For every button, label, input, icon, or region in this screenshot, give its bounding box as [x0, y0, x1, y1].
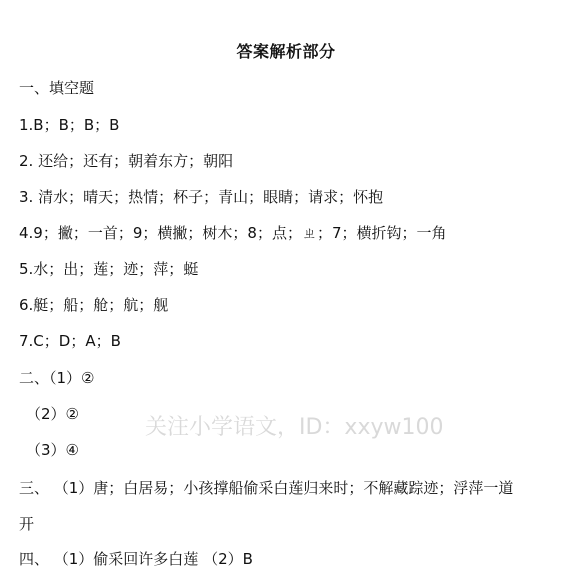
section-four-line: 四、 （1）偷采回许多白莲 （2）B: [19, 550, 253, 568]
section-heading-fill-blank: 一、填空题: [19, 79, 95, 97]
answer-line-3: 3. 清水；晴天；热情；杯子；青山；眼睛；请求；怀抱: [19, 188, 384, 206]
section-two-line-1: 二、（1）②: [19, 369, 95, 387]
section-three-line-1: 三、 （1）唐；白居易；小孩撑船偷采白莲归来时；不解藏踪迹；浮萍一道: [19, 479, 514, 497]
section-two-line-2: （2）②: [26, 405, 79, 423]
answer-line-4: 4.9；撇；一首；9；横撇；树木；8；点；ㄓ；7；横折钩；一角: [19, 224, 447, 242]
answer-line-2: 2. 还给；还有；朝着东方；朝阳: [19, 152, 234, 170]
answer-line-7: 7.C；D；A；B: [19, 332, 121, 350]
watermark-text: 关注小学语文，ID：xxyw100: [145, 415, 444, 440]
answer-line-1: 1.B；B；B；B: [19, 116, 120, 134]
document-title: 答案解析部分: [236, 42, 336, 61]
section-three-line-2: 开: [19, 515, 35, 533]
answer-line-6: 6.艇；船；舱；航；舰: [19, 296, 169, 314]
section-two-line-3: （3）④: [26, 441, 79, 459]
answer-line-5: 5.水；出；莲；迹；萍；蜓: [19, 260, 199, 278]
